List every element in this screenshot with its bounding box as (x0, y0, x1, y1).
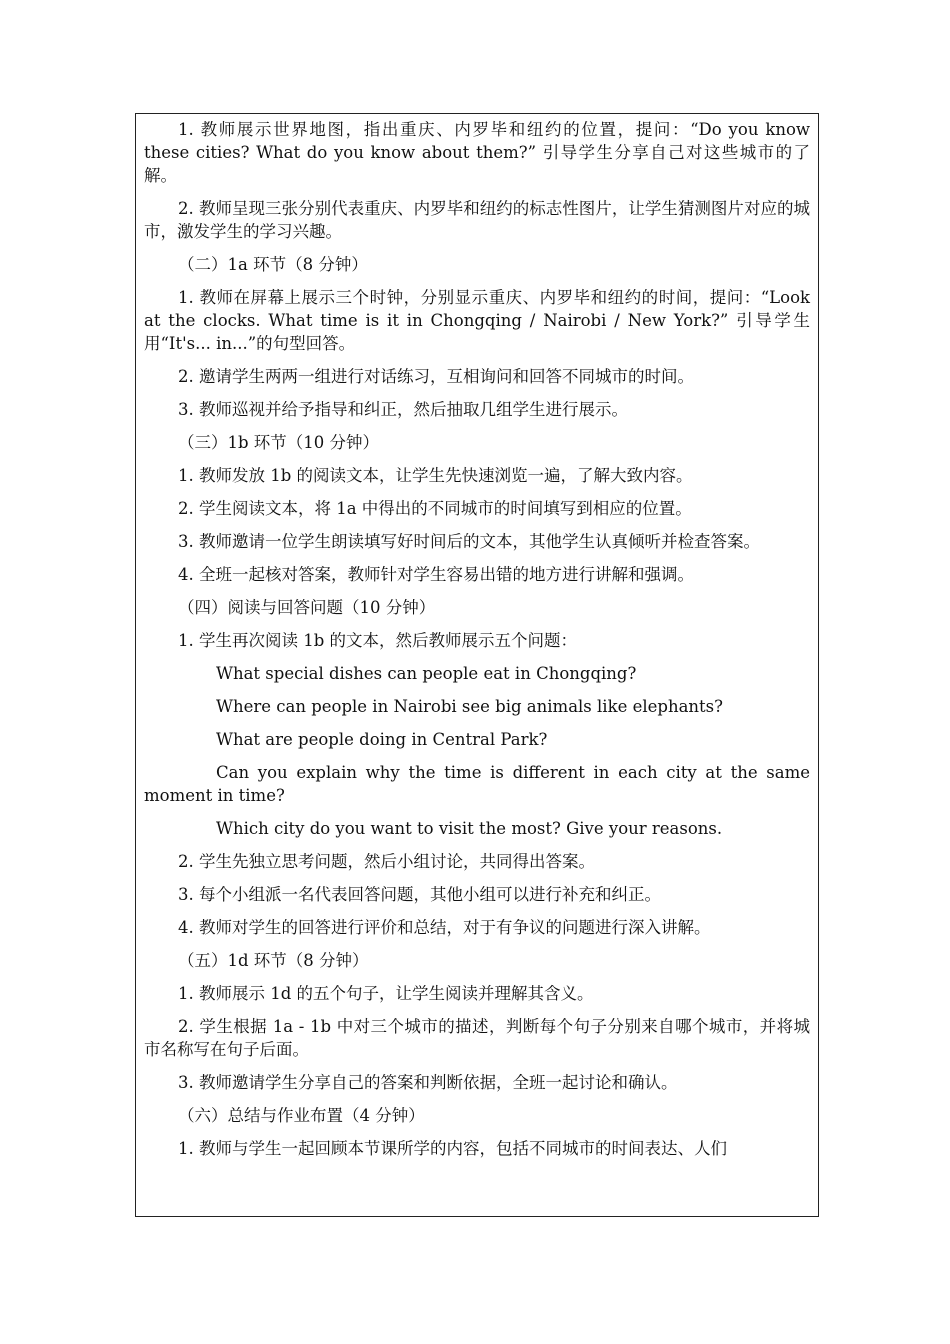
paragraph: 2. 学生根据 1a - 1b 中对三个城市的描述，判断每个句子分别来自哪个城市，并将城市名称写在句子后面。 (144, 1017, 810, 1059)
lesson-plan-table-cell (135, 113, 819, 1217)
paragraph: 1. 学生再次阅读 1b 的文本，然后教师展示五个问题： (178, 631, 578, 650)
question-item: Can you explain why the time is different in each city at the same moment in time? (144, 763, 810, 805)
paragraph: 3. 教师邀请一位学生朗读填写好时间后的文本，其他学生认真倾听并检查答案。 (178, 532, 760, 551)
paragraph: 1. 教师发放 1b 的阅读文本，让学生先快速浏览一遍，了解大致内容。 (178, 466, 693, 485)
paragraph: 1. 教师与学生一起回顾本节课所学的内容，包括不同城市的时间表达、人们 (178, 1139, 727, 1158)
paragraph: 2. 学生阅读文本，将 1a 中得出的不同城市的时间填写到相应的位置。 (178, 499, 692, 518)
paragraph: 2. 教师呈现三张分别代表重庆、内罗毕和纽约的标志性图片，让学生猜测图片对应的城市，激发学生的学习兴趣。 (144, 199, 810, 241)
question-item: Which city do you want to visit the most? Give your reasons. (216, 819, 723, 838)
lesson-plan-content (136, 114, 818, 1160)
paragraph: 3. 每个小组派一名代表回答问题，其他小组可以进行补充和纠正。 (178, 885, 661, 904)
paragraph: 1. 教师展示 1d 的五个句子，让学生阅读并理解其含义。 (178, 984, 594, 1003)
section-heading: （三）1b 环节（10 分钟） (178, 433, 380, 452)
paragraph: 2. 学生先独立思考问题，然后小组讨论，共同得出答案。 (178, 852, 595, 871)
paragraph: 2. 邀请学生两两一组进行对话练习，互相询问和回答不同城市的时间。 (178, 367, 694, 386)
question-item: Where can people in Nairobi see big animals like elephants? (216, 697, 723, 716)
section-heading: （五）1d 环节（8 分钟） (178, 951, 369, 970)
section-heading: （四）阅读与回答问题（10 分钟） (178, 598, 436, 617)
section-heading: （六）总结与作业布置（4 分钟） (178, 1106, 425, 1125)
paragraph: 4. 全班一起核对答案，教师针对学生容易出错的地方进行讲解和强调。 (178, 565, 694, 584)
paragraph: 3. 教师巡视并给予指导和纠正，然后抽取几组学生进行展示。 (178, 400, 628, 419)
paragraph: 1. 教师展示世界地图，指出重庆、内罗毕和纽约的位置，提问：“Do you know these cities? What do you know about them?” 引导学生分享自己对这些城市的了解。 (144, 120, 810, 185)
paragraph: 4. 教师对学生的回答进行评价和总结，对于有争议的问题进行深入讲解。 (178, 918, 711, 937)
paragraph: 3. 教师邀请学生分享自己的答案和判断依据，全班一起讨论和确认。 (178, 1073, 678, 1092)
section-heading: （二）1a 环节（8 分钟） (178, 255, 368, 274)
question-item: What special dishes can people eat in Chongqing? (216, 664, 637, 683)
question-item: What are people doing in Central Park? (216, 730, 548, 749)
paragraph: 1. 教师在屏幕上展示三个时钟，分别显示重庆、内罗毕和纽约的时间，提问：“Look at the clocks. What time is it in Chongqing / Nairobi / New York?” 引导学生用“It's... in...”的句型回答。 (144, 288, 810, 353)
